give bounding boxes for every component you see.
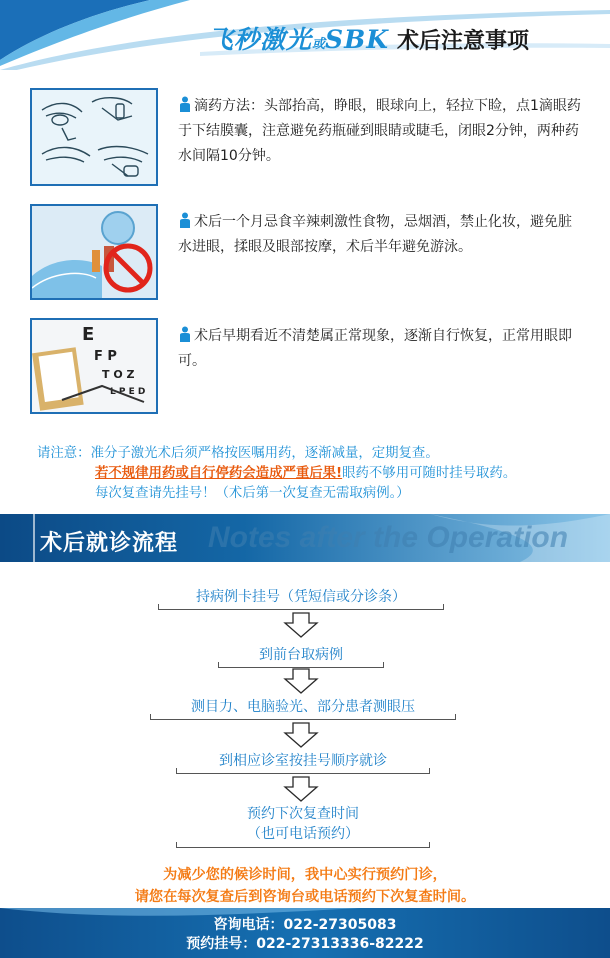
no-makeup-illustration <box>30 204 158 300</box>
flow-step-5-line2: （也可电话预约） <box>247 826 359 842</box>
eye-chart-illustration <box>30 318 158 414</box>
notice-line1: 准分子激光术后须严格按医嘱用药，逐渐减量，定期复查。 <box>90 446 439 461</box>
consult-phone[interactable]: 022-27305083 <box>283 917 397 933</box>
eye-chart-row: L P E D <box>110 387 146 397</box>
down-arrow-icon <box>283 776 319 802</box>
flow-underline <box>176 768 430 774</box>
flow-step-1: 持病例卡挂号（凭短信或分诊条） <box>196 589 406 605</box>
eye-chart-row: T O Z <box>102 368 135 381</box>
notice-line2: 眼药不够用可随时挂号取药。 <box>342 466 517 481</box>
footer-contact <box>0 916 610 954</box>
title-main: 飞秒激光 <box>208 25 313 54</box>
title-suffix: 术后注意事项 <box>396 29 529 54</box>
section-title: 术后就诊流程 <box>40 531 179 556</box>
title-sbk: SBK <box>325 25 389 54</box>
eye-drop-illustration <box>30 88 158 186</box>
flow-step-3: 测目力、电脑验光、部分患者测眼压 <box>191 699 415 715</box>
appointment-note <box>0 864 610 908</box>
person-icon <box>178 96 192 112</box>
instruction-diet <box>178 210 583 260</box>
eye-chart-row: F P <box>94 349 117 364</box>
instruction-text: 术后一个月忌食辛辣刺激性食物，忌烟酒，禁止化妆，避免脏水进眼，揉眼及眼部按摩，术后半年避免游泳。 <box>178 214 572 255</box>
flow-step-4: 到相应诊室按挂号顺序就诊 <box>219 753 387 769</box>
down-arrow-icon <box>283 668 319 694</box>
instruction-text: 滴药方法：头部抬高，睁眼，眼球向上，轻拉下睑，点1滴眼药于下结膜囊，注意避免药瓶碰到眼睛或睫毛，闭眼2分钟，两种药水间隔10分钟。 <box>178 98 581 164</box>
page-title <box>208 20 529 56</box>
person-icon <box>178 326 192 342</box>
appointment-line1: 为减少您的候诊时间，我中心实行预约门诊， <box>163 867 447 883</box>
notice-line3: 每次复查请先挂号！（术后第一次复查无需取病例。） <box>95 486 410 501</box>
appointment-line2: 请您在每次复查后到咨询台或电话预约下次复查时间。 <box>134 889 476 905</box>
flow-underline <box>150 714 456 720</box>
flow-underline <box>176 842 430 848</box>
notice-block <box>37 444 597 504</box>
section-subtitle: Notes after the Operation <box>208 521 569 554</box>
flow-step-5 <box>176 804 430 844</box>
instruction-text: 术后早期看近不清楚属正常现象，逐渐自行恢复，正常用眼即可。 <box>178 328 572 369</box>
consult-label: 咨询电话： <box>213 917 284 933</box>
down-arrow-icon <box>283 722 319 748</box>
flow-underline <box>158 604 444 610</box>
title-or: 或 <box>312 37 326 52</box>
flow-step-5-line1: 预约下次复查时间 <box>247 806 359 822</box>
notice-label: 请注意： <box>37 446 91 461</box>
down-arrow-icon <box>283 612 319 638</box>
booking-label: 预约挂号： <box>186 936 257 952</box>
booking-phone[interactable]: 022-27313336-82222 <box>256 936 424 952</box>
person-icon <box>178 212 192 228</box>
instruction-eyedrops <box>178 94 583 169</box>
notice-warning: 若不规律用药或自行停药会造成严重后果! <box>95 466 343 481</box>
flow-step-2: 到前台取病例 <box>259 647 343 663</box>
instruction-recovery <box>178 324 583 374</box>
eye-chart-row: E <box>82 324 95 345</box>
